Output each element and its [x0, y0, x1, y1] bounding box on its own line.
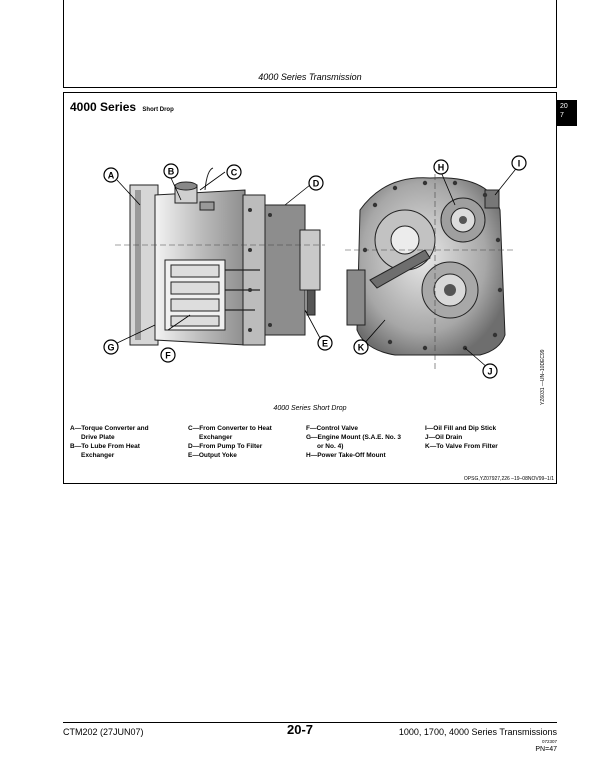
- svg-text:E: E: [321, 338, 329, 349]
- svg-text:G: G: [107, 342, 115, 353]
- svg-text:H: H: [437, 162, 445, 173]
- legend-item: I—Oil Fill and Dip Stick: [425, 425, 497, 432]
- tab-line-1: 20: [560, 103, 568, 110]
- callout-a: [104, 168, 118, 182]
- legend-column-2: [188, 424, 272, 460]
- footer-manual-title: 1000, 1700, 4000 Series Transmissions: [398, 727, 557, 737]
- running-head: 4000 Series Transmission: [258, 72, 362, 82]
- legend-item: B—To Lube From Heat: [70, 443, 140, 450]
- legend-item: Exchanger: [81, 452, 115, 459]
- svg-text:A: A: [107, 170, 115, 181]
- transmission-illustration: [95, 150, 535, 400]
- callout-g: [104, 340, 118, 354]
- legend-column-3: [306, 424, 401, 460]
- legend-item: H—Power Take-Off Mount: [306, 452, 386, 459]
- section-title-main: 4000 Series: [70, 100, 137, 114]
- callout-k: [354, 340, 368, 354]
- figure-caption: 4000 Series Short Drop: [273, 405, 347, 412]
- callout-d: [309, 176, 323, 190]
- legend-item: C—From Converter to Heat: [188, 425, 272, 432]
- legend-item: G—Engine Mount (S.A.E. No. 3: [306, 434, 401, 441]
- callout-i: [512, 156, 526, 170]
- callout-c: [227, 165, 241, 179]
- section-title: [70, 100, 174, 114]
- side-view: [115, 168, 325, 345]
- rear-view: [345, 162, 515, 370]
- callout-f: [161, 348, 175, 362]
- legend-item: Exchanger: [199, 434, 233, 441]
- svg-text:B: B: [167, 166, 175, 177]
- callout-h: [434, 160, 448, 174]
- legend-item: F—Control Valve: [306, 425, 359, 432]
- legend-item: K—To Valve From Filter: [425, 443, 498, 450]
- legend-item: A—Torque Converter and: [70, 425, 149, 432]
- document-code: OPSG,YZ07927,226 –19–08NOV99–1/1: [463, 476, 554, 482]
- svg-text:I: I: [517, 158, 521, 169]
- footer-date: 072307: [541, 739, 557, 744]
- figure-side-code: YZ6031 —UN–10DEC99: [540, 349, 546, 405]
- svg-text:K: K: [357, 342, 365, 353]
- legend-column-4: [425, 424, 498, 451]
- legend-item: D—From Pump To Filter: [188, 443, 263, 450]
- legend-item: Drive Plate: [81, 434, 115, 441]
- section-subtitle: Short Drop: [142, 107, 174, 113]
- tab-line-2: 7: [560, 112, 564, 119]
- svg-text:C: C: [230, 167, 238, 178]
- callout-e: [318, 336, 332, 350]
- svg-text:D: D: [312, 178, 320, 189]
- legend-item: E—Output Yoke: [188, 452, 237, 459]
- legend-column-1: [70, 424, 149, 460]
- svg-text:J: J: [487, 366, 493, 377]
- footer-pn: PN=47: [535, 746, 557, 753]
- legend-item: or No. 4): [317, 443, 344, 450]
- footer-manual-id: CTM202 (27JUN07): [63, 727, 144, 737]
- callout-j: [483, 364, 497, 378]
- section-tab: [557, 100, 577, 126]
- footer-page-number: 20-7: [286, 722, 314, 737]
- svg-text:F: F: [165, 350, 171, 361]
- callout-b: [164, 164, 178, 178]
- legend-item: J—Oil Drain: [425, 434, 463, 441]
- header-rule: [63, 87, 557, 88]
